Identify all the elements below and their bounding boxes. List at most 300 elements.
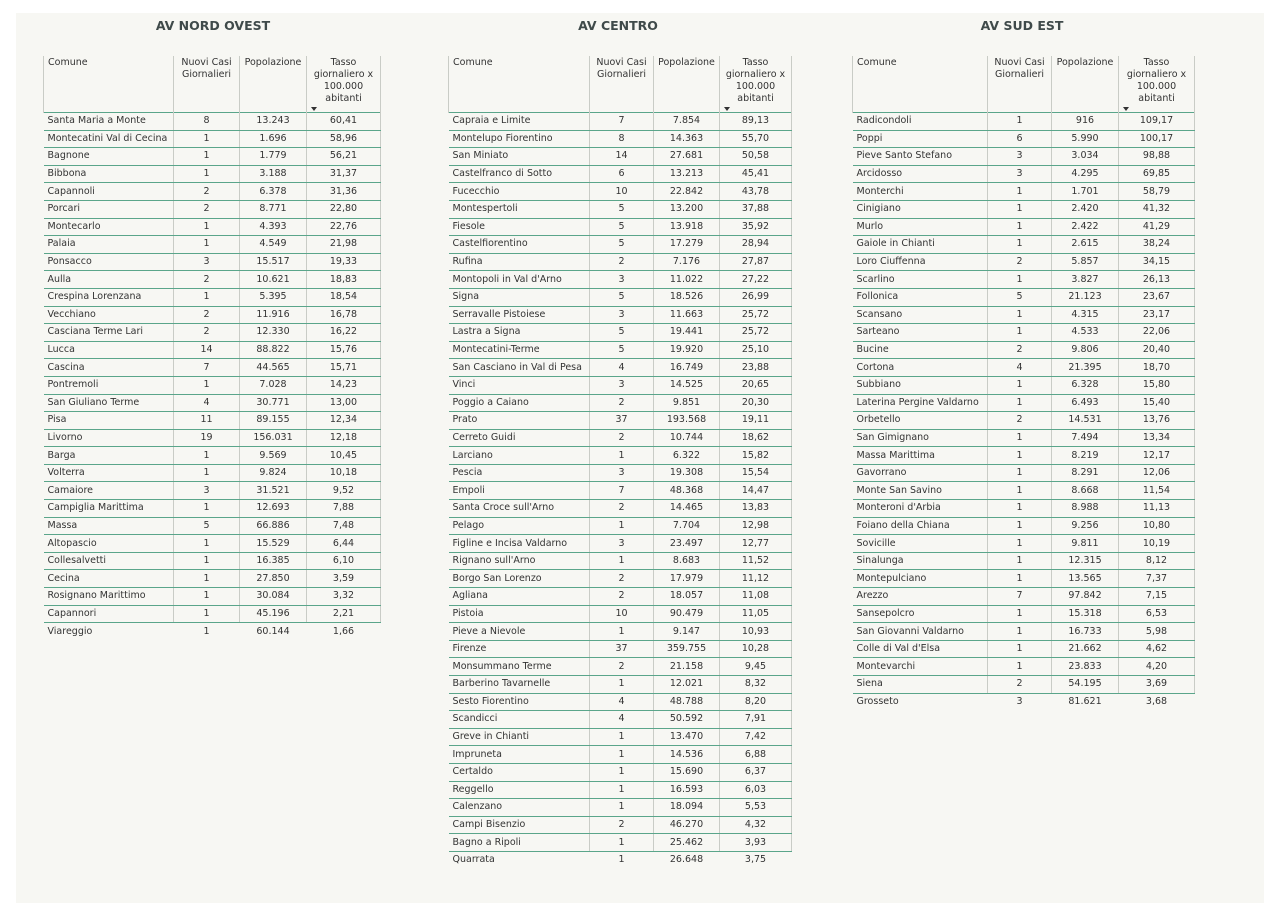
cell-nuovi-casi: 2: [590, 429, 654, 447]
cell-tasso: 10,93: [720, 623, 792, 641]
table-row: [853, 341, 1195, 359]
table-row: [449, 640, 792, 658]
cell-tasso: 26,99: [720, 288, 792, 306]
cell-nuovi-casi: 1: [590, 447, 654, 465]
cell-nuovi-casi: 1: [988, 482, 1052, 500]
column-header-tasso[interactable]: [720, 56, 792, 113]
cell-tasso: 2,21: [307, 605, 381, 623]
cell-nuovi-casi: 5: [174, 517, 240, 535]
column-header-tasso[interactable]: [307, 56, 381, 113]
cell-tasso: 6,03: [720, 781, 792, 799]
cell-comune: San Casciano in Val di Pesa: [449, 359, 590, 377]
cell-nuovi-casi: 5: [590, 288, 654, 306]
cell-popolazione: 19.920: [654, 341, 720, 359]
table-row: [44, 605, 381, 623]
table-row: [449, 552, 792, 570]
cell-tasso: 14,23: [307, 376, 381, 394]
cell-popolazione: 3.188: [240, 165, 307, 183]
cell-comune: Poggio a Caiano: [449, 394, 590, 412]
cell-comune: Agliana: [449, 588, 590, 606]
cell-tasso: 11,52: [720, 552, 792, 570]
cell-nuovi-casi: 1: [988, 658, 1052, 676]
cell-nuovi-casi: 1: [988, 324, 1052, 342]
table-row: [449, 183, 792, 201]
cell-popolazione: 4.393: [240, 218, 307, 236]
cell-nuovi-casi: 6: [988, 130, 1052, 148]
cell-popolazione: 21.395: [1052, 359, 1119, 377]
table-row: [44, 517, 381, 535]
table-row: [853, 306, 1195, 324]
table-row: [853, 570, 1195, 588]
cell-popolazione: 21.158: [654, 658, 720, 676]
cell-tasso: 15,80: [1119, 376, 1195, 394]
cell-nuovi-casi: 4: [590, 693, 654, 711]
cell-comune: Loro Ciuffenna: [853, 253, 988, 271]
table-row: [449, 834, 792, 852]
cell-nuovi-casi: 1: [590, 517, 654, 535]
cell-comune: Follonica: [853, 288, 988, 306]
cell-popolazione: 4.549: [240, 236, 307, 254]
cell-popolazione: 8.683: [654, 552, 720, 570]
cell-comune: Lucca: [44, 341, 174, 359]
cell-popolazione: 46.270: [654, 816, 720, 834]
cell-popolazione: 45.196: [240, 605, 307, 623]
table-row: [449, 676, 792, 694]
cell-comune: Montopoli in Val d'Arno: [449, 271, 590, 289]
cell-tasso: 8,20: [720, 693, 792, 711]
cell-tasso: 19,33: [307, 253, 381, 271]
table-row: [449, 623, 792, 641]
cell-comune: Cerreto Guidi: [449, 429, 590, 447]
cell-popolazione: 9.806: [1052, 341, 1119, 359]
cell-comune: Pistoia: [449, 605, 590, 623]
table-header-row: [449, 56, 792, 113]
cell-popolazione: 7.854: [654, 113, 720, 131]
cell-tasso: 5,98: [1119, 623, 1195, 641]
cell-popolazione: 27.681: [654, 148, 720, 166]
cell-popolazione: 9.811: [1052, 535, 1119, 553]
cell-comune: Massa: [44, 517, 174, 535]
cell-popolazione: 6.328: [1052, 376, 1119, 394]
cell-comune: Larciano: [449, 447, 590, 465]
cell-nuovi-casi: 1: [988, 640, 1052, 658]
table-row: [44, 271, 381, 289]
cell-comune: Montepulciano: [853, 570, 988, 588]
table-row: [853, 517, 1195, 535]
cell-comune: Laterina Pergine Valdarno: [853, 394, 988, 412]
cell-popolazione: 8.291: [1052, 464, 1119, 482]
cell-comune: Barga: [44, 447, 174, 465]
cell-nuovi-casi: 1: [590, 834, 654, 852]
cell-popolazione: 9.147: [654, 623, 720, 641]
cell-comune: Signa: [449, 288, 590, 306]
cell-nuovi-casi: 10: [590, 183, 654, 201]
cell-nuovi-casi: 1: [174, 605, 240, 623]
cell-comune: Viareggio: [47, 625, 93, 637]
cell-nuovi-casi: 1: [203, 625, 210, 637]
cell-popolazione: 12.330: [240, 324, 307, 342]
cell-nuovi-casi: 4: [590, 711, 654, 729]
cell-tasso: 7,15: [1119, 588, 1195, 606]
cell-nuovi-casi: 1: [988, 605, 1052, 623]
cell-tasso: 45,41: [720, 165, 792, 183]
cell-comune: Campi Bisenzio: [449, 816, 590, 834]
cell-tasso: 11,12: [720, 570, 792, 588]
table-row: [449, 693, 792, 711]
table-row: [853, 447, 1195, 465]
cell-comune: Figline e Incisa Valdarno: [449, 535, 590, 553]
cell-comune: Pescia: [449, 464, 590, 482]
table-row: [853, 394, 1195, 412]
cell-nuovi-casi: 2: [174, 306, 240, 324]
table-row: [44, 306, 381, 324]
table-row: [44, 535, 381, 553]
table-row: [449, 711, 792, 729]
table-row: [44, 165, 381, 183]
cell-popolazione: 4.295: [1052, 165, 1119, 183]
cell-popolazione: 5.990: [1052, 130, 1119, 148]
table-row: [44, 359, 381, 377]
cell-popolazione: 13.213: [654, 165, 720, 183]
cell-popolazione: 16.385: [240, 552, 307, 570]
cell-nuovi-casi: 7: [590, 113, 654, 131]
cell-tasso: 34,15: [1119, 253, 1195, 271]
cell-comune: Altopascio: [44, 535, 174, 553]
cell-popolazione: 30.084: [240, 588, 307, 606]
sort-descending-icon[interactable]: [724, 107, 730, 111]
cell-comune: Monte San Savino: [853, 482, 988, 500]
cell-nuovi-casi: 3: [590, 376, 654, 394]
cell-comune: Aulla: [44, 271, 174, 289]
table-row: [853, 464, 1195, 482]
cell-popolazione: 4.315: [1052, 306, 1119, 324]
cell-comune: Quarrata: [452, 854, 495, 866]
cell-popolazione: 15.318: [1052, 605, 1119, 623]
cell-popolazione: 5.395: [240, 288, 307, 306]
table-row: [449, 605, 792, 623]
cell-tasso: 60,41: [307, 113, 381, 131]
cell-nuovi-casi: 1: [590, 799, 654, 817]
cell-comune: Empoli: [449, 482, 590, 500]
cell-comune: Rosignano Marittimo: [44, 588, 174, 606]
cell-tasso: 12,17: [1119, 447, 1195, 465]
cell-tasso: 50,58: [720, 148, 792, 166]
cell-comune: Pieve Santo Stefano: [853, 148, 988, 166]
cell-comune: Poppi: [853, 130, 988, 148]
cell-comune: Rufina: [449, 253, 590, 271]
table-row: [449, 728, 792, 746]
cell-tasso: 20,40: [1119, 341, 1195, 359]
cell-tasso: 41,29: [1119, 218, 1195, 236]
cell-tasso: 89,13: [720, 113, 792, 131]
cell-nuovi-casi: 4: [174, 394, 240, 412]
cell-tasso: 38,24: [1119, 236, 1195, 254]
cell-popolazione: 6.378: [240, 183, 307, 201]
cell-popolazione: 7.494: [1052, 429, 1119, 447]
cell-popolazione: 3.827: [1052, 271, 1119, 289]
cell-nuovi-casi: 3: [590, 271, 654, 289]
column-header-comune: Comune: [853, 56, 988, 113]
cell-nuovi-casi: 1: [988, 552, 1052, 570]
cell-comune: Siena: [853, 676, 988, 694]
table-row: [449, 781, 792, 799]
cell-popolazione: 21.662: [1052, 640, 1119, 658]
cell-nuovi-casi: 3: [988, 148, 1052, 166]
table-row: [44, 130, 381, 148]
cell-nuovi-casi: 1: [174, 218, 240, 236]
cell-comune: Bagno a Ripoli: [449, 834, 590, 852]
cell-popolazione: 11.916: [240, 306, 307, 324]
cell-nuovi-casi: 2: [988, 412, 1052, 430]
cell-nuovi-casi: 1: [590, 781, 654, 799]
cell-tasso: 27,22: [720, 271, 792, 289]
cell-popolazione: 1.779: [240, 148, 307, 166]
cell-comune: Monsummano Terme: [449, 658, 590, 676]
table-row: [853, 324, 1195, 342]
table-row: [449, 412, 792, 430]
cell-tasso: 12,06: [1119, 464, 1195, 482]
table-row: [449, 113, 792, 131]
cell-popolazione: 17.279: [654, 236, 720, 254]
cell-popolazione: 6.322: [654, 447, 720, 465]
cell-nuovi-casi: 1: [988, 271, 1052, 289]
cell-comune: Bibbona: [44, 165, 174, 183]
sort-descending-icon[interactable]: [311, 107, 317, 111]
cell-nuovi-casi: 2: [988, 676, 1052, 694]
cell-comune: Ponsacco: [44, 253, 174, 271]
column-header-comune: Comune: [44, 56, 174, 113]
cell-tasso: 3,32: [307, 588, 381, 606]
table-row: [449, 200, 792, 218]
cell-popolazione: 88.822: [240, 341, 307, 359]
cell-tasso: 7,37: [1119, 570, 1195, 588]
cell-tasso: 25,72: [720, 324, 792, 342]
cell-tasso: 25,72: [720, 306, 792, 324]
sort-descending-icon[interactable]: [1123, 107, 1129, 111]
table-row: [449, 236, 792, 254]
cell-nuovi-casi: 1: [988, 376, 1052, 394]
cell-nuovi-casi: 3: [590, 464, 654, 482]
table-row: [44, 376, 381, 394]
column-header-popolazione: Popolazione: [654, 56, 720, 113]
municipality-table: [43, 56, 381, 640]
table-row: [853, 165, 1195, 183]
cell-tasso: 3,59: [307, 570, 381, 588]
cell-tasso: 18,70: [1119, 359, 1195, 377]
cell-nuovi-casi: 1: [988, 306, 1052, 324]
cell-nuovi-casi: 1: [174, 148, 240, 166]
cell-nuovi-casi: 5: [590, 200, 654, 218]
cell-nuovi-casi: 19: [174, 429, 240, 447]
cell-popolazione: 12.021: [654, 676, 720, 694]
cell-popolazione: 11.022: [654, 271, 720, 289]
table-row: [44, 464, 381, 482]
cell-comune: Collesalvetti: [44, 552, 174, 570]
column-header-tasso[interactable]: [1119, 56, 1195, 113]
cell-popolazione: 193.568: [654, 412, 720, 430]
cell-nuovi-casi: 5: [590, 341, 654, 359]
cell-comune: Calenzano: [449, 799, 590, 817]
table-row: [449, 535, 792, 553]
cell-tasso: 16,78: [307, 306, 381, 324]
cell-comune: Scarlino: [853, 271, 988, 289]
cell-nuovi-casi: 2: [988, 253, 1052, 271]
cell-tasso: 27,87: [720, 253, 792, 271]
cell-nuovi-casi: 1: [590, 728, 654, 746]
cell-tasso: 58,79: [1119, 183, 1195, 201]
cell-comune: Scandicci: [449, 711, 590, 729]
cell-popolazione: 30.771: [240, 394, 307, 412]
table-row: [44, 253, 381, 271]
cell-comune: Capannoli: [44, 183, 174, 201]
cell-popolazione: 60.144: [256, 625, 290, 637]
cell-nuovi-casi: 5: [988, 288, 1052, 306]
cell-comune: Sovicille: [853, 535, 988, 553]
table-row: [853, 535, 1195, 553]
cell-nuovi-casi: 3: [1016, 695, 1023, 707]
cell-tasso: 7,91: [720, 711, 792, 729]
cell-popolazione: 27.850: [240, 570, 307, 588]
cell-popolazione: 31.521: [240, 482, 307, 500]
table-row: [449, 851, 792, 868]
cell-popolazione: 12.693: [240, 500, 307, 518]
cell-popolazione: 8.668: [1052, 482, 1119, 500]
cell-tasso: 8,32: [720, 676, 792, 694]
table-row: [853, 288, 1195, 306]
cell-comune: Campiglia Marittima: [44, 500, 174, 518]
cell-tasso: 22,80: [307, 200, 381, 218]
cell-comune: Santa Croce sull'Arno: [449, 500, 590, 518]
table-row: [853, 412, 1195, 430]
cell-popolazione: 26.648: [669, 854, 704, 866]
cell-popolazione: 97.842: [1052, 588, 1119, 606]
cell-nuovi-casi: 1: [988, 500, 1052, 518]
cell-popolazione: 54.195: [1052, 676, 1119, 694]
cell-comune: Palaia: [44, 236, 174, 254]
cell-popolazione: 6.493: [1052, 394, 1119, 412]
cell-comune: Barberino Tavarnelle: [449, 676, 590, 694]
table-row: [44, 218, 381, 236]
cell-popolazione: 13.200: [654, 200, 720, 218]
cell-nuovi-casi: 7: [174, 359, 240, 377]
table-row: [449, 376, 792, 394]
cell-comune: Sesto Fiorentino: [449, 693, 590, 711]
cell-tasso: 6,88: [720, 746, 792, 764]
cell-tasso: 41,32: [1119, 200, 1195, 218]
cell-popolazione: 9.824: [240, 464, 307, 482]
cell-tasso: 11,05: [720, 605, 792, 623]
cell-tasso: 25,10: [720, 341, 792, 359]
table-row: [449, 165, 792, 183]
cell-popolazione: 18.526: [654, 288, 720, 306]
table-row: [44, 429, 381, 447]
cell-nuovi-casi: 1: [988, 464, 1052, 482]
cell-tasso: 12,98: [720, 517, 792, 535]
cell-tasso: 58,96: [307, 130, 381, 148]
cell-nuovi-casi: 3: [988, 165, 1052, 183]
cell-comune: Montevarchi: [853, 658, 988, 676]
cell-comune: Volterra: [44, 464, 174, 482]
cell-popolazione: 4.533: [1052, 324, 1119, 342]
table-row: [853, 500, 1195, 518]
cell-nuovi-casi: 2: [590, 253, 654, 271]
cell-nuovi-casi: 5: [590, 324, 654, 342]
table-row: [449, 130, 792, 148]
cell-tasso: 20,30: [720, 394, 792, 412]
cell-tasso: 12,34: [307, 412, 381, 430]
cell-comune: Pisa: [44, 412, 174, 430]
cell-comune: Murlo: [853, 218, 988, 236]
cell-comune: Impruneta: [449, 746, 590, 764]
cell-nuovi-casi: 1: [988, 570, 1052, 588]
cell-nuovi-casi: 1: [174, 130, 240, 148]
panel-title: AV SUD EST: [980, 18, 1064, 33]
cell-comune: Cascina: [44, 359, 174, 377]
cell-popolazione: 66.886: [240, 517, 307, 535]
table-row: [449, 816, 792, 834]
table-row: [44, 148, 381, 166]
cell-tasso: 18,83: [307, 271, 381, 289]
cell-comune: Vinci: [449, 376, 590, 394]
table-row: [44, 183, 381, 201]
cell-tasso: 100,17: [1119, 130, 1195, 148]
cell-tasso: 4,62: [1119, 640, 1195, 658]
table-row: [44, 236, 381, 254]
cell-comune: San Giuliano Terme: [44, 394, 174, 412]
table-row: [44, 447, 381, 465]
column-header-popolazione: Popolazione: [240, 56, 307, 113]
cell-tasso: 21,98: [307, 236, 381, 254]
cell-tasso: 6,53: [1119, 605, 1195, 623]
cell-tasso: 10,28: [720, 640, 792, 658]
cell-nuovi-casi: 1: [174, 464, 240, 482]
cell-popolazione: 156.031: [240, 429, 307, 447]
cell-tasso: 15,54: [720, 464, 792, 482]
cell-comune: Greve in Chianti: [449, 728, 590, 746]
cell-nuovi-casi: 4: [988, 359, 1052, 377]
table-row: [853, 113, 1195, 131]
cell-nuovi-casi: 1: [988, 394, 1052, 412]
cell-tasso: 7,88: [307, 500, 381, 518]
cell-nuovi-casi: 2: [590, 500, 654, 518]
municipality-table: [448, 56, 792, 869]
cell-tasso: 56,21: [307, 148, 381, 166]
table-row: [853, 588, 1195, 606]
cell-comune: Massa Marittima: [853, 447, 988, 465]
table-row: [449, 763, 792, 781]
cell-comune: Capraia e Limite: [449, 113, 590, 131]
cell-tasso: 23,17: [1119, 306, 1195, 324]
table-row: [449, 271, 792, 289]
table-row: [44, 588, 381, 606]
cell-nuovi-casi: 2: [174, 200, 240, 218]
table-row: [853, 236, 1195, 254]
cell-popolazione: 48.368: [654, 482, 720, 500]
cell-popolazione: 7.028: [240, 376, 307, 394]
cell-tasso: 18,62: [720, 429, 792, 447]
table-row: [853, 359, 1195, 377]
cell-comune: Grosseto: [856, 695, 899, 707]
cell-tasso: 13,34: [1119, 429, 1195, 447]
table-row: [449, 324, 792, 342]
cell-comune: Pieve a Nievole: [449, 623, 590, 641]
cell-tasso: 23,67: [1119, 288, 1195, 306]
cell-popolazione: 2.422: [1052, 218, 1119, 236]
cell-comune: Crespina Lorenzana: [44, 288, 174, 306]
cell-popolazione: 8.988: [1052, 500, 1119, 518]
cell-tasso: 16,22: [307, 324, 381, 342]
cell-nuovi-casi: 1: [590, 746, 654, 764]
